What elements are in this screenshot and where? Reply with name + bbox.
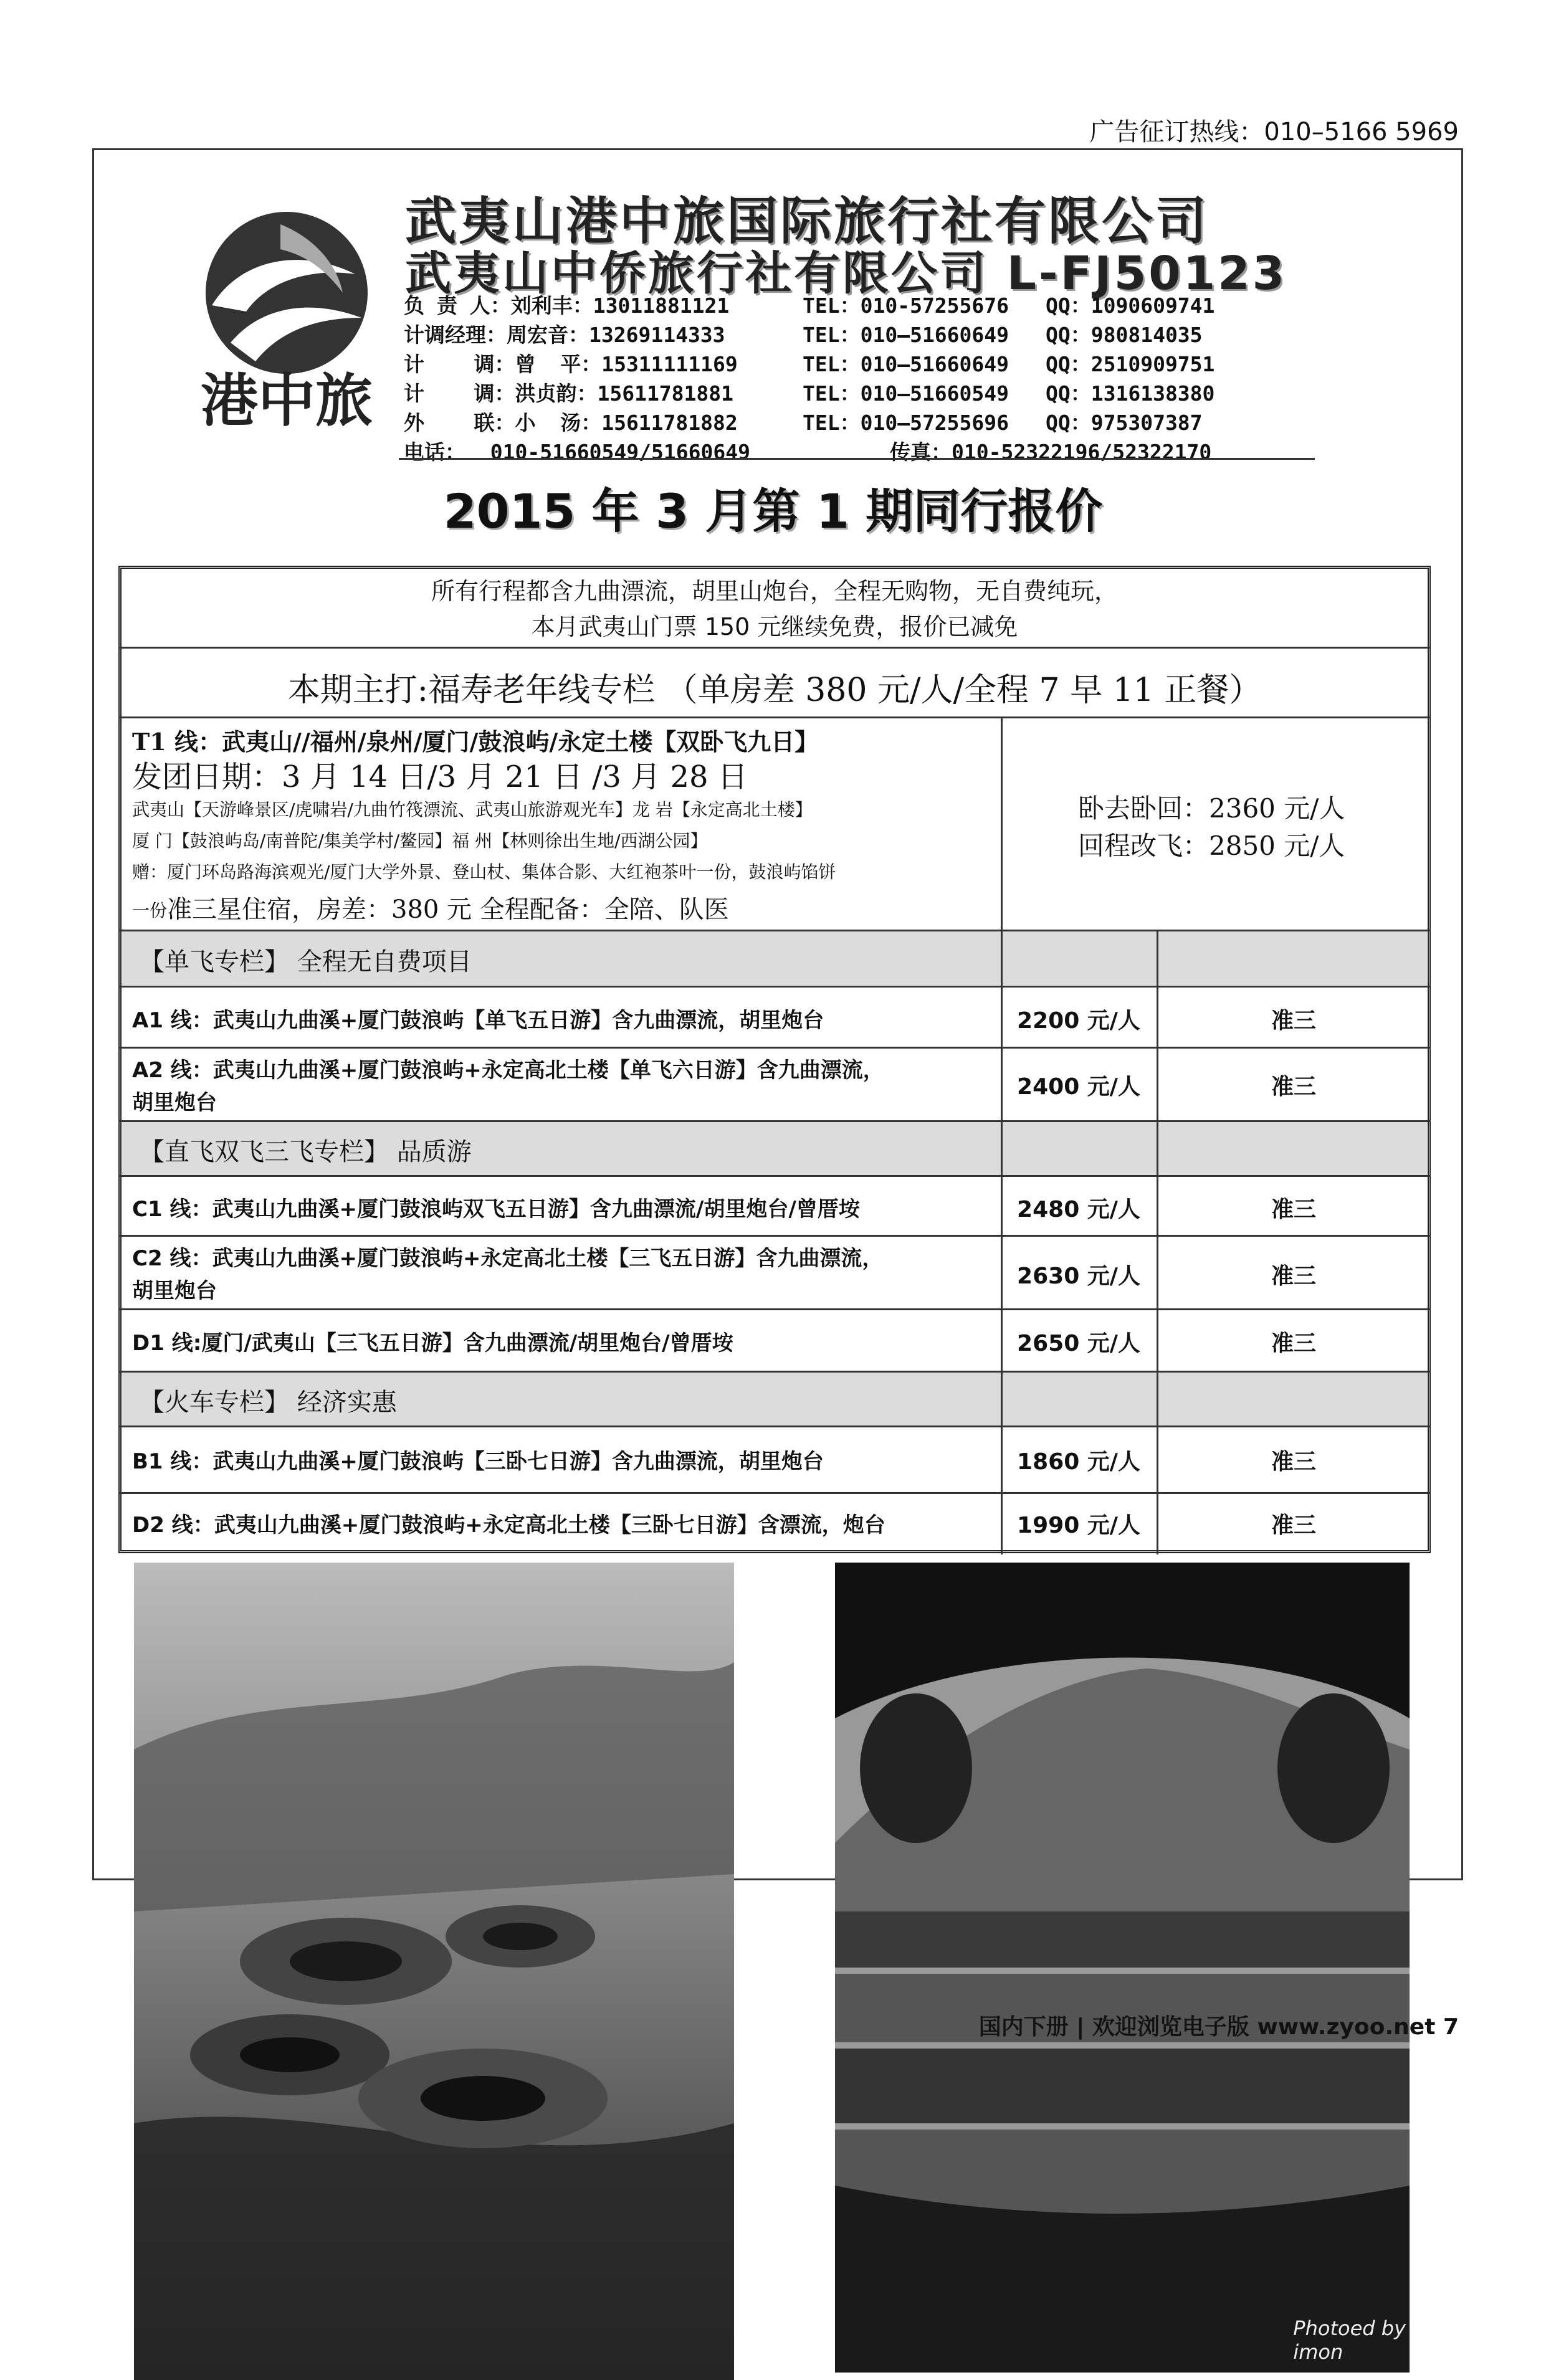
t1-price-fly-back: 回程改飞：2850 元/人: [1078, 831, 1345, 861]
contact-tel: TEL：010—51660649: [803, 323, 1009, 347]
route-hotel: 准三: [1271, 1074, 1316, 1100]
company-name-2: 武夷山中侨旅行社有限公司 L-FJ50123: [405, 247, 1287, 300]
route-desc: D1 线:厦门/武夷山【三飞五日游】含九曲漂流/胡里炮台/曾厝垵: [132, 1331, 733, 1356]
route-desc: C2 线：武夷山九曲溪+厦门鼓浪屿+永定高北土楼【三飞五日游】含九曲漂流，: [132, 1246, 884, 1271]
contact-person: 计 调：曾 平：15311111169: [404, 352, 738, 376]
header-divider: [399, 458, 1315, 460]
contact-tel: TEL：010—57255696: [803, 411, 1009, 435]
table-rule: [118, 1120, 1431, 1122]
route-desc: B1 线：武夷山九曲溪+厦门鼓浪屿【三卧七日游】含九曲漂流，胡里炮台: [132, 1449, 824, 1474]
table-rule: [118, 986, 1431, 988]
t1-detail: 赠：厦门环岛路海滨观光/厦门大学外景、登山杖、集体合影、大红袍茶叶一份，鼓浪屿馅饼: [132, 862, 836, 882]
contact-qq: QQ：1316138380: [1046, 381, 1215, 406]
table-rule: [118, 1426, 1431, 1427]
route-hotel: 准三: [1271, 1449, 1316, 1475]
route-desc-cont: 胡里炮台: [132, 1090, 217, 1115]
route-desc: A1 线：武夷山九曲溪+厦门鼓浪屿【单飞五日游】含九曲漂流，胡里炮台: [132, 1008, 824, 1033]
contact-qq: QQ：975307387: [1046, 411, 1203, 435]
notice-line-2: 本月武夷山门票 150 元继续免费，报价已减免: [531, 613, 1018, 640]
photo-credit: Photoed by imon: [1293, 2316, 1406, 2364]
contact-tel: TEL：010—51660649: [803, 352, 1009, 376]
route-price: 2200 元/人: [1017, 1008, 1140, 1034]
company-name-1: 武夷山港中旅国际旅行社有限公司: [405, 192, 1210, 251]
route-price: 2400 元/人: [1017, 1074, 1140, 1100]
contact-qq: QQ：1090609741: [1046, 293, 1215, 318]
section-shade: [1001, 930, 1157, 985]
contact-qq: QQ：980814035: [1046, 323, 1203, 347]
logo-text: 港中旅: [200, 368, 373, 434]
t1-detail: 一份: [132, 900, 168, 921]
company-logo: [187, 199, 386, 434]
page-title: 2015 年 3 月第 1 期同行报价: [443, 483, 1103, 539]
notice-line-1: 所有行程都含九曲漂流，胡里山炮台，全程无购物，无自费纯玩，: [431, 578, 1118, 605]
route-price: 2480 元/人: [1017, 1197, 1140, 1222]
page-footer: 国内下册 | 欢迎浏览电子版 www.zyoo.net 7: [978, 2014, 1459, 2040]
contact-person: 负 责 人：刘利丰：13011881121: [404, 293, 730, 318]
contact-qq: QQ：2510909751: [1046, 352, 1215, 376]
route-price: 1990 元/人: [1017, 1513, 1140, 1538]
route-desc: C1 线：武夷山九曲溪+厦门鼓浪屿双飞五日游】含九曲漂流/胡里炮台/曾厝垵: [132, 1197, 860, 1222]
ad-hotline: 广告征订热线：010–5166 5969: [1089, 118, 1459, 146]
table-rule: [118, 716, 1431, 718]
table-rule: [118, 1492, 1431, 1494]
table-rule: [118, 1175, 1431, 1177]
t1-dates: 发团日期：3 月 14 日/3 月 21 日 /3 月 28 日: [132, 759, 748, 794]
route-hotel: 准三: [1271, 1513, 1316, 1538]
section-title: 【直飞双飞三飞专栏】 品质游: [140, 1138, 472, 1166]
contact-person: 计 调：洪贞韵：15611781881: [404, 381, 734, 406]
route-hotel: 准三: [1271, 1331, 1316, 1356]
contact-phone: 电话： 010-51660549/51660649: [404, 440, 750, 464]
contact-fax: 传真：010-52322196/52322170: [890, 440, 1212, 464]
route-desc: A2 线：武夷山九曲溪+厦门鼓浪屿+永定高北土楼【单飞六日游】含九曲漂流，: [132, 1058, 884, 1083]
route-price: 1860 元/人: [1017, 1449, 1140, 1475]
contact-person: 计调经理：周宏音：13269114333: [404, 323, 725, 347]
t1-accommodation: 准三星住宿，房差：380 元 全程配备：全陪、队医: [167, 895, 729, 924]
table-rule: [118, 930, 1431, 931]
contact-tel: TEL：010-57255676: [803, 293, 1009, 318]
table-rule: [118, 647, 1431, 649]
section-shade: [1157, 930, 1427, 985]
route-desc: D2 线：武夷山九曲溪+厦门鼓浪屿+永定高北土楼【三卧七日游】含漂流，炮台: [132, 1513, 885, 1538]
table-rule: [118, 1371, 1431, 1373]
t1-detail: 厦 门【鼓浪屿岛/南普陀/集美学村/鳌园】福 州【林则徐出生地/西湖公园】: [132, 831, 708, 851]
t1-detail: 武夷山【天游峰景区/虎啸岩/九曲竹筏漂流、武夷山旅游观光车】龙 岩【永定高北土楼】: [132, 799, 813, 820]
route-price: 2650 元/人: [1017, 1331, 1140, 1356]
tulou-aerial-photo: [134, 1563, 734, 2380]
route-hotel: 准三: [1271, 1197, 1316, 1222]
contact-person: 外 联：小 汤：15611781882: [404, 411, 738, 435]
table-rule: [118, 1235, 1431, 1237]
t1-price-sleeper: 卧去卧回：2360 元/人: [1078, 793, 1345, 824]
section-title: 【火车专栏】 经济实惠: [140, 1388, 397, 1417]
route-hotel: 准三: [1271, 1264, 1316, 1289]
route-desc-cont: 胡里炮台: [132, 1278, 217, 1303]
section-title: 【单飞专栏】 全程无自费项目: [140, 948, 472, 976]
route-price: 2630 元/人: [1017, 1264, 1140, 1289]
table-col-rule: [1001, 716, 1003, 1554]
route-hotel: 准三: [1271, 1008, 1316, 1034]
t1-line-title: T1 线：武夷山//福州/泉州/厦门/鼓浪屿/永定土楼【双卧飞九日】: [132, 728, 819, 756]
table-rule: [118, 1047, 1431, 1049]
table-rule: [118, 1308, 1431, 1310]
contact-tel: TEL：010—51660549: [803, 381, 1009, 406]
tulou-courtyard-photo: [835, 1563, 1410, 2373]
feature-banner: 本期主打:福寿老年线专栏 （单房差 380 元/人/全程 7 早 11 正餐）: [287, 672, 1262, 709]
